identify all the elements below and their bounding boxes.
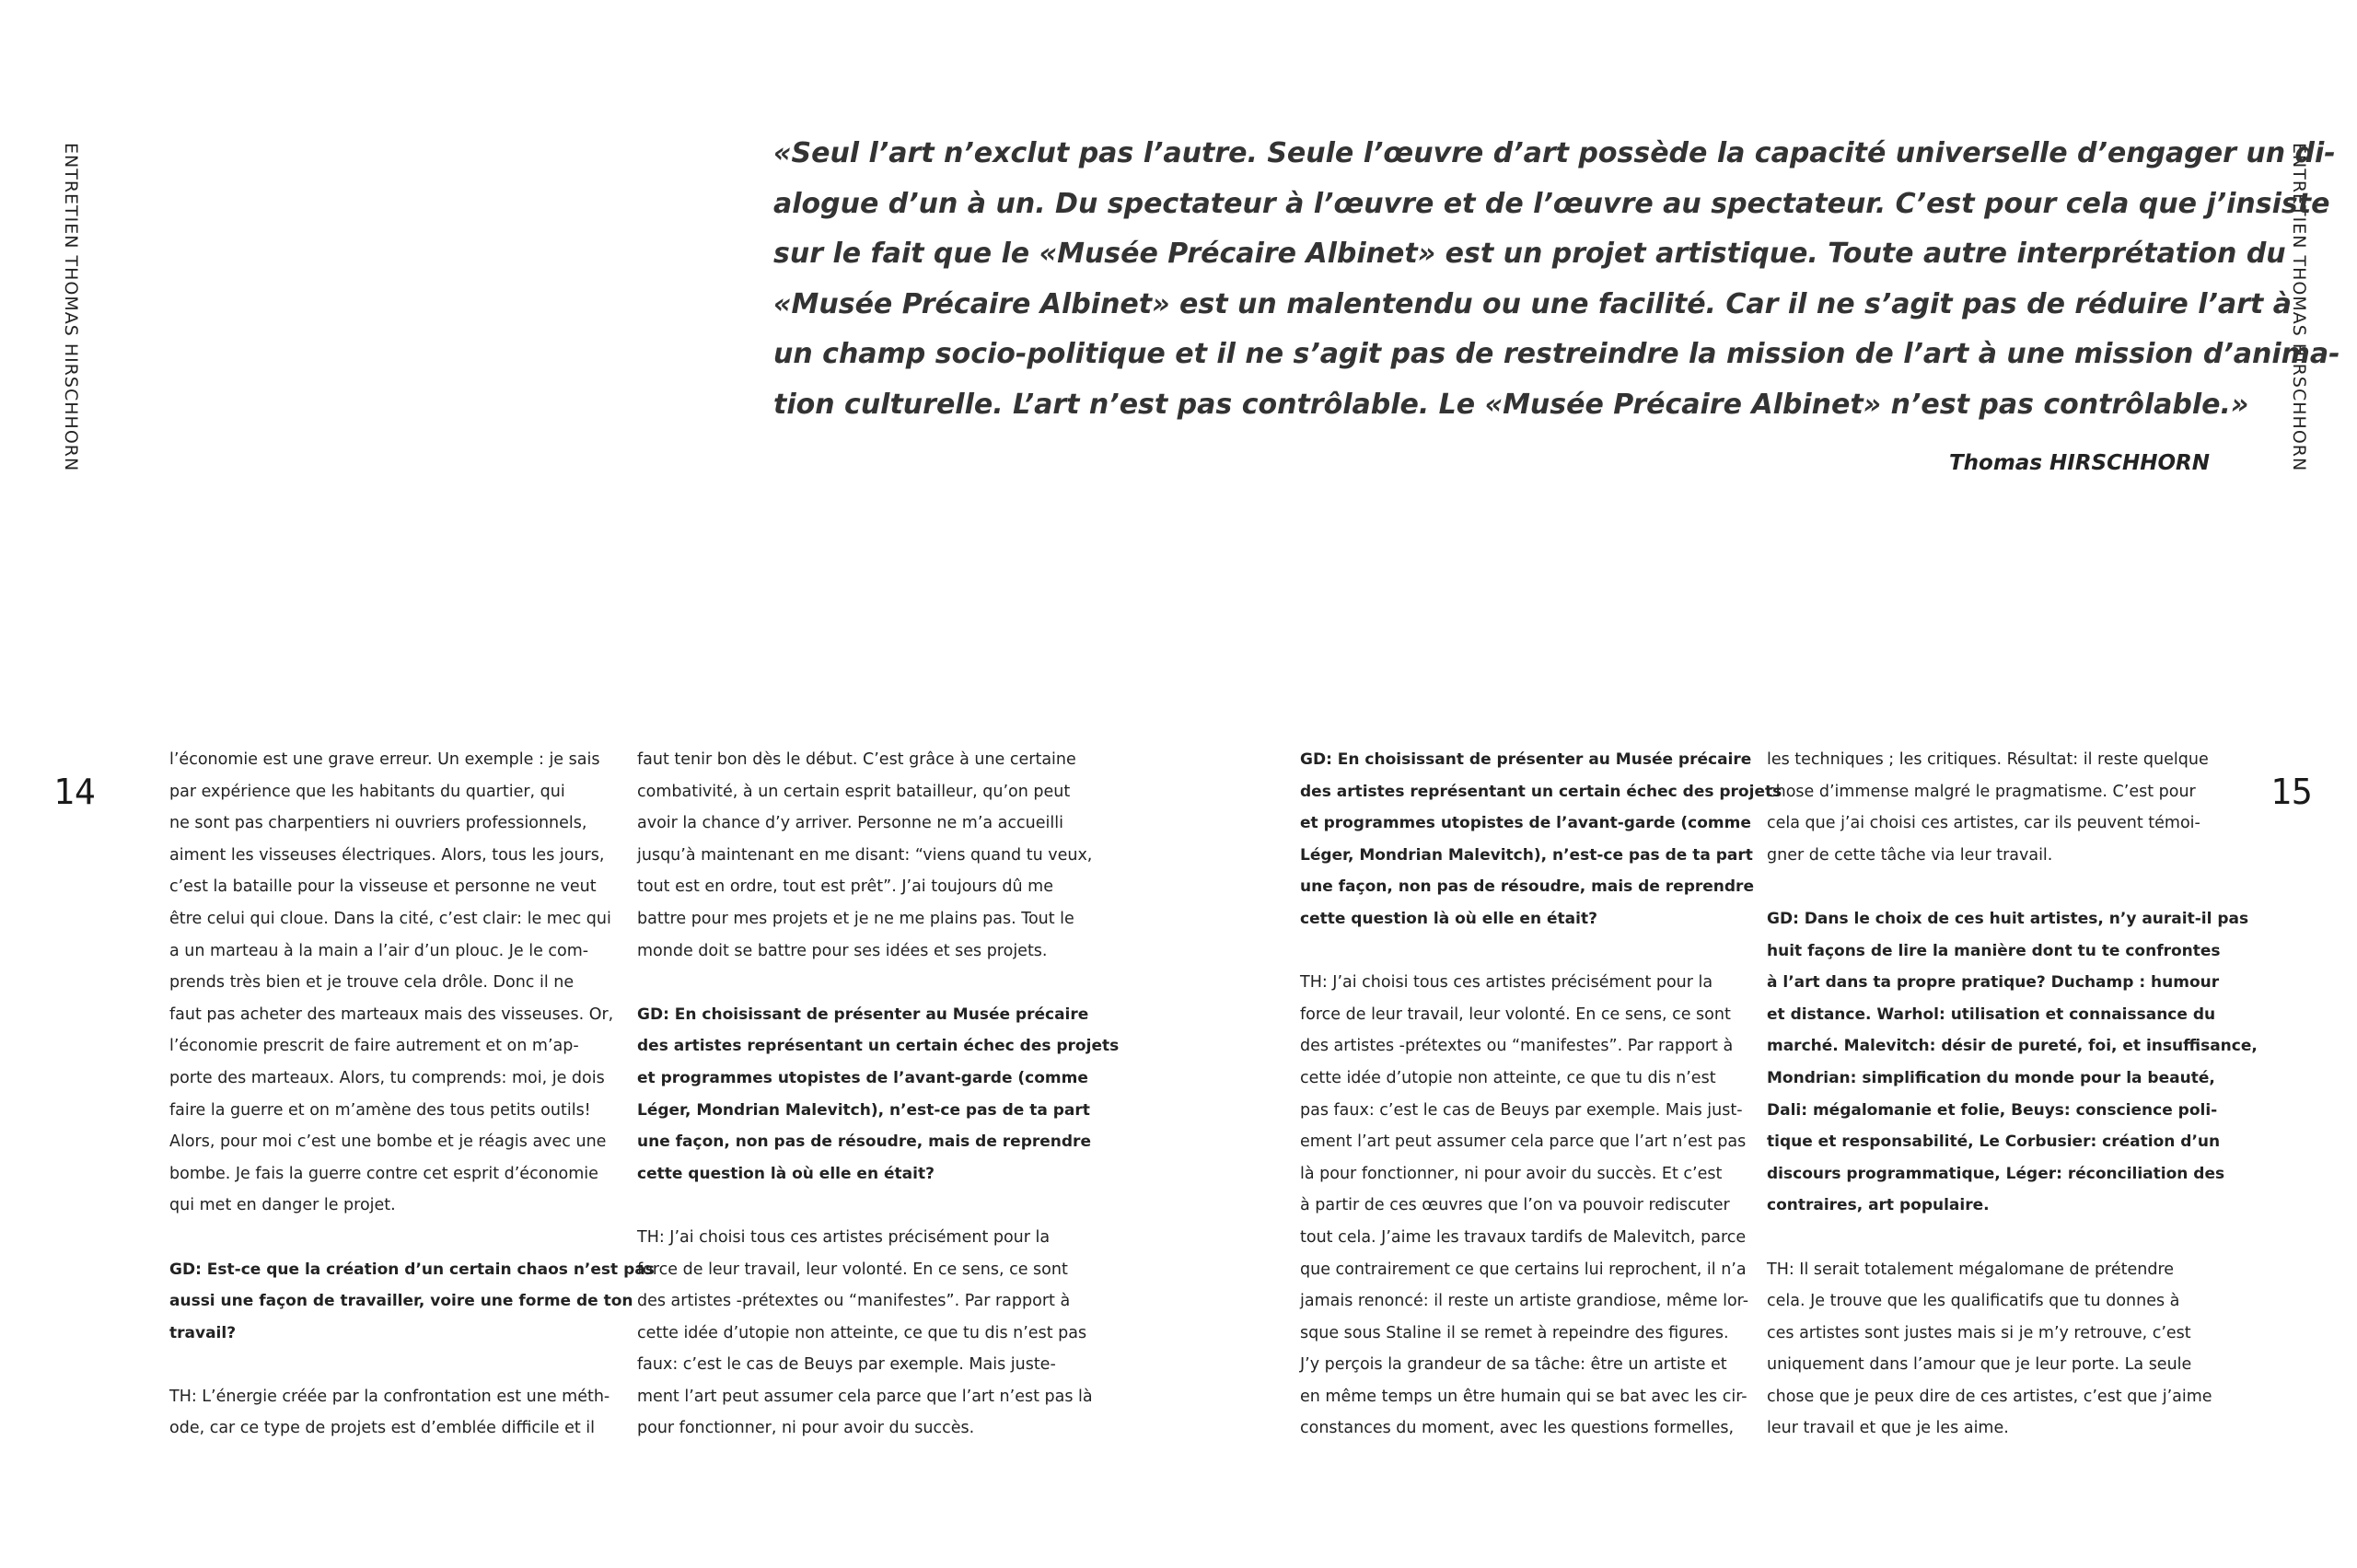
text-line: cela. Je trouve que les qualificatifs que tu donnes à bbox=[1767, 1292, 2180, 1311]
text-line: Dali: mégalomanie et folie, Beuys: conscience poli- bbox=[1767, 1100, 2218, 1120]
text-line: aiment les visseuses électriques. Alors, tous les jours, bbox=[169, 845, 605, 865]
text-line: à partir de ces œuvres que l’on va pouvoir rediscuter bbox=[1300, 1196, 1730, 1215]
text-line: force de leur travail, leur volonté. En ce sens, ce sont bbox=[1300, 1005, 1731, 1024]
text-line: cette question là où elle en était? bbox=[637, 1164, 935, 1183]
text-line: tout est en ordre, tout est prêt”. J’ai toujours dû me bbox=[637, 877, 1053, 897]
text-line: des artistes représentant un certain échec des projets bbox=[637, 1037, 1120, 1056]
text-line: force de leur travail, leur volonté. En ce sens, ce sont bbox=[637, 1260, 1068, 1279]
text-line: tout cela. J’aime les travaux tardifs de Malevitch, parce bbox=[1300, 1227, 1747, 1247]
text-line: battre pour mes projets et je ne me plains pas. Tout le bbox=[637, 909, 1074, 928]
text-line: huit façons de lire la manière dont tu te confrontes bbox=[1767, 941, 2221, 960]
text-line: l’économie prescrit de faire autrement et on m’ap- bbox=[169, 1037, 579, 1056]
text-line: pour fonctionner, ni pour avoir du succès. bbox=[637, 1419, 975, 1438]
text-line: des artistes -prétextes ou “manifestes”. Par rapport à bbox=[637, 1292, 1071, 1311]
quote-line: alogue d’un à un. Du spectateur à l’œuvre et de l’œuvre au spectateur. C’est pour cela que j’insiste bbox=[773, 187, 2330, 220]
interview-answer bbox=[169, 744, 621, 1222]
interview-question bbox=[169, 1254, 655, 1350]
text-line: gner de cette tâche via leur travail. bbox=[1767, 845, 2053, 865]
text-line: aussi une façon de travailler, voire une forme de ton bbox=[169, 1292, 633, 1311]
interview-answer bbox=[169, 1381, 621, 1445]
text-line: faut pas acheter des marteaux mais des visseuses. Or, bbox=[169, 1005, 614, 1024]
text-line: Mondrian: simplification du monde pour la beauté, bbox=[1767, 1068, 2215, 1087]
text-line: des artistes représentant un certain échec des projets bbox=[1300, 782, 1782, 801]
text-line: ode, car ce type de projets est d’emblée difficile et il bbox=[169, 1419, 595, 1438]
text-line: à l’art dans ta propre pratique? Duchamp : humour bbox=[1767, 973, 2220, 993]
text-line: que contrairement ce que certains lui reprochent, il n’a bbox=[1300, 1260, 1747, 1279]
text-column-1 bbox=[169, 744, 655, 1477]
quote-line: un champ socio-politique et il ne s’agit pas de restreindre la mission de l’art à une mission d’anima- bbox=[773, 338, 2340, 371]
text-line: être celui qui cloue. Dans la cité, c’est clair: le mec qui bbox=[169, 909, 611, 928]
text-line: et programmes utopistes de l’avant-garde (comme bbox=[637, 1068, 1088, 1087]
text-line: Léger, Mondrian Malevitch), n’est-ce pas de ta part bbox=[637, 1100, 1090, 1120]
text-line: jamais renoncé: il reste un artiste grandiose, même lor- bbox=[1300, 1292, 1749, 1311]
quote-line: «Musée Précaire Albinet» est un malentendu ou une facilité. Car il ne s’agit pas de réduire l’art à bbox=[773, 287, 2292, 320]
text-line: chose que je peux dire de ces artistes, c’est que j’aime bbox=[1767, 1387, 2212, 1406]
text-line: monde doit se battre pour ses idées et ses projets. bbox=[637, 941, 1048, 960]
text-line: GD: Dans le choix de ces huit artistes, n’y aurait-il pas bbox=[1767, 909, 2249, 928]
quote-author: Thomas HIRSCHHORN bbox=[1948, 451, 2210, 475]
interview-question bbox=[637, 999, 1120, 1191]
text-line: et programmes utopistes de l’avant-garde (comme bbox=[1300, 814, 1751, 833]
interview-answer bbox=[637, 744, 1093, 967]
text-line: pas faux: c’est le cas de Beuys par exemple. Mais just- bbox=[1300, 1100, 1743, 1120]
text-line: l’économie est une grave erreur. Un exemple : je sais bbox=[169, 750, 600, 769]
text-line: les techniques ; les critiques. Résultat: il reste quelque bbox=[1767, 750, 2209, 769]
text-line: leur travail et que je les aime. bbox=[1767, 1419, 2009, 1438]
text-line: travail? bbox=[169, 1323, 237, 1342]
interview-question bbox=[1767, 903, 2258, 1222]
text-line: ement l’art peut assumer cela parce que l’art n’est pas bbox=[1300, 1132, 1747, 1152]
text-line: TH: L’énergie créée par la confrontation est une méth- bbox=[169, 1387, 610, 1406]
text-line: cette question là où elle en était? bbox=[1300, 909, 1597, 928]
text-line: c’est la bataille pour la visseuse et personne ne veut bbox=[169, 877, 597, 897]
text-line: une façon, non pas de résoudre, mais de reprendre bbox=[1300, 877, 1754, 897]
text-line: chose d’immense malgré le pragmatisme. C’est pour bbox=[1767, 782, 2196, 801]
interview-answer bbox=[1300, 967, 1751, 1445]
interview-answer bbox=[1767, 1254, 2218, 1446]
text-line: jusqu’à maintenant en me disant: “viens quand tu veux, bbox=[637, 845, 1093, 865]
text-line: porte des marteaux. Alors, tu comprends: moi, je dois bbox=[169, 1068, 605, 1087]
text-line: une façon, non pas de résoudre, mais de reprendre bbox=[637, 1132, 1091, 1152]
running-head-right: ENTRETIEN THOMAS HIRSCHHORN bbox=[2289, 143, 2309, 472]
text-line: marché. Malevitch: désir de pureté, foi, et insuffisance, bbox=[1767, 1037, 2258, 1056]
text-line: a un marteau à la main a l’air d’un plouc. Je le com- bbox=[169, 941, 589, 960]
text-line: uniquement dans l’amour que je leur porte. La seule bbox=[1767, 1355, 2192, 1375]
text-column-4 bbox=[1767, 744, 2258, 1477]
text-line: des artistes -prétextes ou “manifestes”. Par rapport à bbox=[1300, 1037, 1734, 1056]
text-line: GD: Est-ce que la création d’un certain chaos n’est pas bbox=[169, 1260, 655, 1279]
text-line: faire la guerre et on m’amène des tous petits outils! bbox=[169, 1100, 591, 1120]
text-line: J’y perçois la grandeur de sa tâche: être un artiste et bbox=[1300, 1355, 1727, 1375]
text-line: ces artistes sont justes mais si je m’y retrouve, c’est bbox=[1767, 1323, 2191, 1342]
text-line: bombe. Je fais la guerre contre cet esprit d’économie bbox=[169, 1164, 598, 1183]
text-line: tique et responsabilité, Le Corbusier: création d’un bbox=[1767, 1132, 2221, 1152]
text-line: et distance. Warhol: utilisation et connaissance du bbox=[1767, 1005, 2216, 1024]
text-line: faux: c’est le cas de Beuys par exemple. Mais juste- bbox=[637, 1355, 1056, 1375]
text-line: par expérience que les habitants du quartier, qui bbox=[169, 782, 565, 801]
text-line: constances du moment, avec les questions formelles, bbox=[1300, 1419, 1735, 1438]
text-line: cette idée d’utopie non atteinte, ce que tu dis n’est bbox=[1300, 1068, 1716, 1087]
text-line: TH: Il serait totalement mégalomane de prétendre bbox=[1767, 1260, 2175, 1279]
interview-answer bbox=[637, 1222, 1093, 1445]
quote-line: sur le fait que le «Musée Précaire Albinet» est un projet artistique. Toute autre interprétation du bbox=[773, 238, 2286, 271]
text-line: contraires, art populaire. bbox=[1767, 1196, 1990, 1215]
text-line: cette idée d’utopie non atteinte, ce que tu dis n’est pas bbox=[637, 1323, 1087, 1342]
text-line: en même temps un être humain qui se bat avec les cir- bbox=[1300, 1387, 1747, 1406]
text-line: combativité, à un certain esprit batailleur, qu’on peut bbox=[637, 782, 1071, 801]
text-column-2 bbox=[637, 744, 1120, 1477]
text-line: TH: J’ai choisi tous ces artistes précisément pour la bbox=[637, 1227, 1051, 1247]
interview-question bbox=[1300, 744, 1782, 935]
text-line: GD: En choisissant de présenter au Musée précaire bbox=[637, 1005, 1089, 1024]
text-line: Alors, pour moi c’est une bombe et je réagis avec une bbox=[169, 1132, 607, 1152]
text-line: avoir la chance d’y arriver. Personne ne m’a accueilli bbox=[637, 814, 1063, 833]
text-line: prends très bien et je trouve cela drôle. Donc il ne bbox=[169, 973, 575, 993]
text-line: Léger, Mondrian Malevitch), n’est-ce pas de ta part bbox=[1300, 845, 1753, 865]
text-line: qui met en danger le projet. bbox=[169, 1196, 396, 1215]
text-line: GD: En choisissant de présenter au Musée précaire bbox=[1300, 750, 1752, 769]
text-column-3 bbox=[1300, 744, 1782, 1477]
text-line: là pour fonctionner, ni pour avoir du succès. Et c’est bbox=[1300, 1164, 1723, 1183]
text-line: ne sont pas charpentiers ni ouvriers professionnels, bbox=[169, 814, 587, 833]
text-line: TH: J’ai choisi tous ces artistes précisément pour la bbox=[1300, 973, 1713, 993]
interview-answer bbox=[1767, 744, 2218, 871]
page-number-left: 14 bbox=[53, 772, 96, 812]
text-line: cela que j’ai choisi ces artistes, car ils peuvent témoi- bbox=[1767, 814, 2200, 833]
text-line: sque sous Staline il se remet à repeindre des figures. bbox=[1300, 1323, 1729, 1342]
quote-line: «Seul l’art n’exclut pas l’autre. Seule l’œuvre d’art possède la capacité universelle d’engager un di- bbox=[773, 137, 2336, 169]
running-head-left: ENTRETIEN THOMAS HIRSCHHORN bbox=[61, 143, 81, 472]
text-line: ment l’art peut assumer cela parce que l’art n’est pas là bbox=[637, 1387, 1093, 1406]
text-line: discours programmatique, Léger: réconciliation des bbox=[1767, 1164, 2225, 1183]
text-line: faut tenir bon dès le début. C’est grâce à une certaine bbox=[637, 750, 1076, 769]
quote-line: tion culturelle. L’art n’est pas contrôlable. Le «Musée Précaire Albinet» n’est pas contrôlable.» bbox=[773, 388, 2249, 421]
page-number-right: 15 bbox=[2270, 772, 2313, 812]
